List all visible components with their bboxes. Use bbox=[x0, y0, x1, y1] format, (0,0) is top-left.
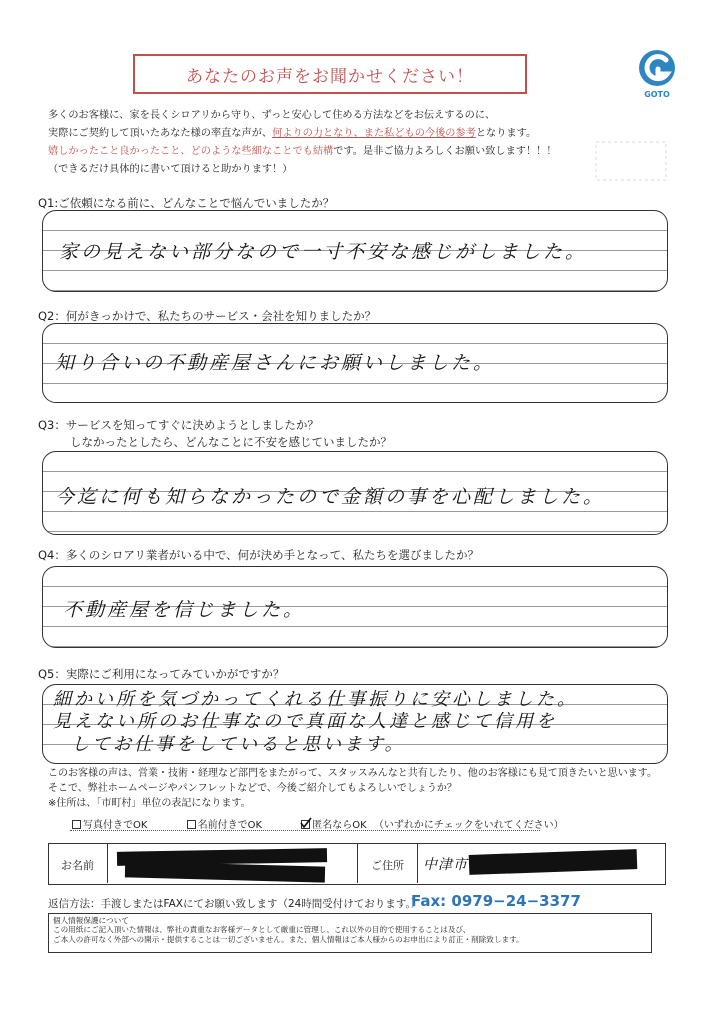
answer-3-line-1: 今迄に何も知らなかったので金額の事を心配しました。 bbox=[55, 486, 606, 508]
name-label: お名前 bbox=[61, 859, 94, 872]
customer-info-table bbox=[48, 843, 666, 885]
answer-5-line-3: してお仕事をしていると思います。 bbox=[71, 734, 406, 755]
goto-logo-icon bbox=[636, 48, 678, 100]
photo-checkbox[interactable] bbox=[72, 820, 81, 829]
note-line-1: このお客様の声は、営業・技術・経理など部門をまたがって、スタッスみんなと共有したり、他のお客様にも見て頂きたいと思います。 bbox=[48, 768, 657, 779]
logo-text: GOTO bbox=[644, 90, 670, 99]
question-5: Q5：実際にご利用になってみていかがですか？ bbox=[38, 667, 285, 681]
consent-name-option[interactable]: 名前付きでOK bbox=[187, 820, 262, 831]
answer-box-4 bbox=[42, 566, 668, 648]
question-4: Q4：多くのシロアリ業者がいる中で、何が決め手となって、私たちを選びましたか？ bbox=[38, 548, 479, 562]
question-3-line-2: しなかったとしたら、どんなことに不安を感じていましたか？ bbox=[70, 435, 392, 449]
answer-4-line-1: 不動産屋を信じました。 bbox=[63, 599, 306, 621]
anonymous-checkbox[interactable] bbox=[301, 820, 310, 829]
consent-photo-option[interactable]: 写真付きでOK bbox=[72, 820, 147, 831]
question-2: Q2：何がきっかけで、私たちのサービス・会社を知りましたか？ bbox=[38, 309, 377, 323]
answer-box-5 bbox=[42, 684, 668, 764]
privacy-notice bbox=[48, 913, 652, 953]
privacy-line-1: この用紙にご記入頂いた情報は、弊社の責重なお客様データとして厳重に管理し、これ以外の目的で使用することは及び、 bbox=[53, 925, 471, 935]
faded-stamp bbox=[592, 136, 672, 186]
answer-2-line-1: 知り合いの不動産屋さんにお願いしました。 bbox=[55, 352, 496, 374]
answer-box-3 bbox=[42, 451, 668, 535]
intro-line-4: （できるだけ具体的に書いて頂けると助かります！） bbox=[48, 164, 293, 175]
intro-line-3: 嬉しかったこと良かったこと、どのような些細なことでも結構です。是非ご協力よろしくお願い致します！！！ bbox=[48, 146, 557, 157]
consent-underline bbox=[70, 830, 540, 831]
intro-line-2: 実際にご契約して頂いたあなた様の率直な声が、何よりの力となり、また私どもの今後の参考となります。 bbox=[48, 128, 537, 139]
consent-anonymous-option[interactable]: 匿名ならOK bbox=[301, 820, 366, 831]
consent-instruction: （いずれかにチェックをいれてください） bbox=[373, 820, 564, 831]
address-city: 中津市 bbox=[423, 857, 468, 873]
answer-5-line-1: 細かい所を気づかってくれる仕事振りに安心しました。 bbox=[53, 689, 578, 710]
table-divider bbox=[417, 844, 418, 883]
note-line-3: ※住所は、「市町村」単位の表記になります。 bbox=[48, 798, 251, 809]
address-label: ご住所 bbox=[371, 859, 404, 872]
answer-1-line-1: 家の見えない部分なので一寸不安な感じがしました。 bbox=[59, 241, 588, 263]
page-title: あなたのお声をお聞かせください！ bbox=[133, 54, 527, 94]
return-method: 返信方法：手渡しまたはFAXにてお願い致します（24時間受付けております。） bbox=[48, 898, 422, 910]
note-line-2: そこで、弊社ホームページやパンフレットなどで、今後ご紹介してもよろしいでしょうか？ bbox=[48, 783, 457, 794]
intro-line-1: 多くのお客様に、家を長くシロアリから守り、ずっと安心して住める方法などをお伝えするのに、 bbox=[48, 110, 496, 121]
name-checkbox[interactable] bbox=[187, 820, 196, 829]
company-logo bbox=[636, 48, 678, 100]
answer-5-line-2: 見えない所のお仕事なので真面な人達と感じて信用を bbox=[53, 711, 557, 732]
check-mark-icon bbox=[300, 817, 312, 829]
privacy-title: 個人情報保護について bbox=[53, 916, 129, 925]
table-divider bbox=[107, 844, 108, 883]
question-1: Q1:ご依頼になる前に、どんなことで悩んでいましたか？ bbox=[38, 196, 335, 210]
privacy-line-2: ご本人の許可なく外部への開示・提供することは一切ございません。また、個人情報はご本人様からのお申出により訂正・削除致します。 bbox=[53, 934, 524, 944]
table-divider bbox=[357, 844, 358, 883]
consent-options bbox=[72, 816, 600, 831]
question-3: Q3：サービスを知ってすぐに決めようとしましたか？ bbox=[38, 418, 319, 432]
answer-box-1 bbox=[42, 210, 668, 292]
redacted-address bbox=[469, 849, 638, 875]
redacted-name-2 bbox=[125, 861, 325, 882]
answer-box-2 bbox=[42, 323, 668, 403]
fax-number: Fax: 0979−24−3377 bbox=[411, 892, 581, 910]
stamp-icon bbox=[592, 136, 672, 186]
